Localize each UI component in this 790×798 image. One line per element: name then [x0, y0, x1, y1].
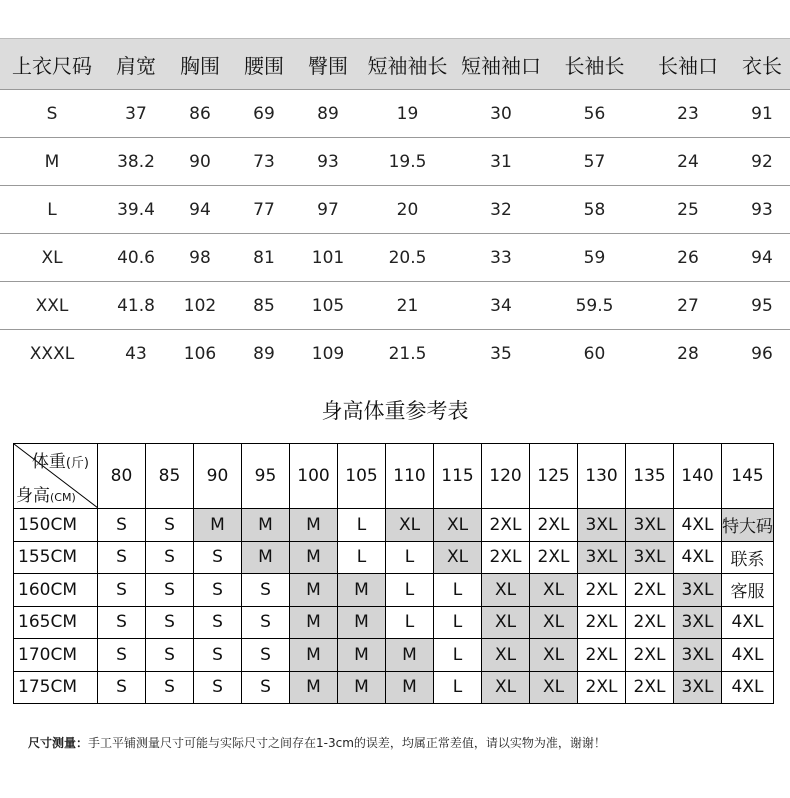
weight-column-header: 95: [242, 444, 290, 509]
measurement-cell: 32: [455, 186, 547, 234]
weight-column-header: 135: [626, 444, 674, 509]
measurement-cell: 35: [490, 343, 512, 364]
footnote-text: 手工平铺测量尺寸可能与实际尺寸之间存在1-3cm的误差，均属正常差值，请以实物为准，谢谢！: [88, 736, 606, 750]
recommended-size-cell: 2XL: [578, 606, 626, 639]
measurement-cell: 41.8: [104, 282, 168, 330]
recommended-size-cell: XL: [482, 606, 530, 639]
recommended-size-cell: M: [338, 574, 386, 607]
recommended-size-cell: 4XL: [722, 606, 774, 639]
recommended-size-cell: M: [386, 639, 434, 672]
recommended-size-cell: 4XL: [722, 639, 774, 672]
measurement-cell: 93: [296, 138, 360, 186]
recommended-size-cell: L: [434, 671, 482, 704]
recommended-size-cell: M: [290, 639, 338, 672]
height-row-header: 155CM: [14, 541, 98, 574]
recommended-size-cell: 2XL: [626, 574, 674, 607]
recommended-size-cell: 4XL: [722, 671, 774, 704]
recommended-size-cell: L: [434, 606, 482, 639]
measurement-cell: 101: [296, 234, 360, 282]
recommended-size-cell: 特大码: [722, 509, 774, 542]
recommended-size-cell: S: [242, 639, 290, 672]
recommended-size-cell: 2XL: [530, 541, 578, 574]
measurement-cell: 91: [734, 90, 790, 138]
recommended-size-cell: 联系: [722, 541, 774, 574]
weight-header: [32, 447, 89, 472]
recommended-size-cell: 客服: [722, 574, 774, 607]
measurement-cell: 90: [168, 138, 232, 186]
recommended-size-cell: XL: [482, 671, 530, 704]
measurement-cell: 21: [360, 282, 455, 330]
size-chart-column-header: 短袖袖长: [360, 39, 455, 90]
height-row: [14, 574, 774, 607]
recommended-size-cell: XL: [530, 639, 578, 672]
size-chart-column-header: 上衣尺码: [0, 39, 104, 90]
recommended-size-cell: M: [290, 574, 338, 607]
recommended-size-cell: XL: [530, 606, 578, 639]
size-chart-column-header: 长袖长: [547, 39, 642, 90]
measurement-cell: 106: [183, 343, 217, 364]
measurement-cell: 34: [455, 282, 547, 330]
recommended-size-cell: L: [338, 509, 386, 542]
measurement-cell: 28: [677, 343, 699, 364]
recommended-size-cell: M: [338, 639, 386, 672]
measurement-cell: 20: [360, 186, 455, 234]
measurement-cell: 96: [751, 343, 773, 364]
recommended-size-cell: 2XL: [482, 509, 530, 542]
weight-column-header: 100: [290, 444, 338, 509]
weight-column-header: 115: [434, 444, 482, 509]
recommended-size-cell: XL: [434, 541, 482, 574]
recommended-size-cell: S: [98, 639, 146, 672]
measurement-cell: 20.5: [360, 234, 455, 282]
measurement-cell: 59: [547, 234, 642, 282]
size-chart-column-header: 腰围: [232, 39, 296, 90]
size-label-cell: M: [0, 138, 104, 186]
corner-header-cell: [14, 444, 98, 509]
recommended-size-cell: S: [98, 541, 146, 574]
size-chart-row: [0, 186, 790, 234]
size-label-cell: XL: [0, 234, 104, 282]
height-weight-header-row: [14, 444, 774, 509]
weight-column-header: 85: [146, 444, 194, 509]
height-row-header: 150CM: [14, 509, 98, 542]
size-chart-column-header: 肩宽: [104, 39, 168, 90]
recommended-size-cell: S: [146, 574, 194, 607]
recommended-size-cell: L: [386, 606, 434, 639]
size-chart-body: [0, 90, 790, 378]
height-label: 身高: [16, 486, 50, 506]
measurement-cell: 19.5: [360, 138, 455, 186]
measurement-cell: 109: [311, 343, 345, 364]
measurement-cell: 69: [232, 90, 296, 138]
height-weight-table: [13, 443, 774, 704]
recommended-size-cell: L: [434, 574, 482, 607]
recommended-size-cell: 3XL: [626, 541, 674, 574]
weight-column-header: 80: [98, 444, 146, 509]
recommended-size-cell: 3XL: [578, 509, 626, 542]
measurement-cell: 93: [734, 186, 790, 234]
recommended-size-cell: S: [146, 671, 194, 704]
measurement-cell: 86: [168, 90, 232, 138]
size-chart-column-header: 长袖口: [642, 39, 734, 90]
size-chart-row: [0, 90, 790, 138]
weight-column-header: 140: [674, 444, 722, 509]
recommended-size-cell: S: [146, 606, 194, 639]
recommended-size-cell: M: [290, 606, 338, 639]
recommended-size-cell: 3XL: [626, 509, 674, 542]
measurement-cell: 105: [296, 282, 360, 330]
recommended-size-cell: S: [194, 574, 242, 607]
height-row-header: 160CM: [14, 574, 98, 607]
recommended-size-cell: 2XL: [626, 671, 674, 704]
recommended-size-cell: 3XL: [674, 671, 722, 704]
measurement-cell: 33: [455, 234, 547, 282]
recommended-size-cell: 3XL: [578, 541, 626, 574]
height-row-header: 165CM: [14, 606, 98, 639]
measurement-cell: 56: [547, 90, 642, 138]
height-row-header: 175CM: [14, 671, 98, 704]
size-chart-column-header: 短袖袖口: [455, 39, 547, 90]
size-chart-row: [0, 330, 790, 378]
size-chart-column-header: 衣长: [734, 39, 790, 90]
measurement-footnote: [28, 734, 606, 751]
measurement-cell: 73: [232, 138, 296, 186]
weight-column-header: 110: [386, 444, 434, 509]
size-chart-column-header: 臀围: [296, 39, 360, 90]
size-label-cell: XXXL: [29, 343, 75, 364]
recommended-size-cell: M: [290, 509, 338, 542]
recommended-size-cell: 3XL: [674, 606, 722, 639]
height-weight-title: 身高体重参考表: [321, 399, 469, 423]
size-chart-table: [0, 38, 790, 377]
recommended-size-cell: M: [290, 541, 338, 574]
size-chart-row: [0, 282, 790, 330]
size-chart-column-header: 胸围: [168, 39, 232, 90]
recommended-size-cell: M: [386, 671, 434, 704]
recommended-size-cell: 2XL: [530, 509, 578, 542]
height-header: [16, 481, 76, 506]
recommended-size-cell: L: [386, 574, 434, 607]
recommended-size-cell: S: [146, 639, 194, 672]
measurement-cell: 59.5: [547, 282, 642, 330]
measurement-cell: 23: [642, 90, 734, 138]
recommended-size-cell: XL: [386, 509, 434, 542]
measurement-cell: 38.2: [104, 138, 168, 186]
measurement-cell: 94: [734, 234, 790, 282]
recommended-size-cell: XL: [530, 671, 578, 704]
measurement-cell: 92: [734, 138, 790, 186]
weight-unit: (斤): [65, 456, 89, 471]
height-row: [14, 509, 774, 542]
size-label-cell: S: [0, 90, 104, 138]
height-row: [14, 606, 774, 639]
measurement-cell: 57: [547, 138, 642, 186]
recommended-size-cell: S: [194, 671, 242, 704]
measurement-cell: 25: [642, 186, 734, 234]
height-unit: (CM): [50, 491, 76, 504]
height-row-header: 170CM: [14, 639, 98, 672]
recommended-size-cell: 2XL: [626, 606, 674, 639]
recommended-size-cell: S: [242, 574, 290, 607]
measurement-cell: 97: [296, 186, 360, 234]
size-label-cell: XXL: [0, 282, 104, 330]
recommended-size-cell: M: [338, 606, 386, 639]
height-row: [14, 671, 774, 704]
measurement-cell: 31: [455, 138, 547, 186]
recommended-size-cell: 3XL: [674, 574, 722, 607]
size-chart-row: [0, 138, 790, 186]
recommended-size-cell: L: [434, 639, 482, 672]
recommended-size-cell: XL: [482, 574, 530, 607]
measurement-cell: 37: [104, 90, 168, 138]
recommended-size-cell: S: [146, 509, 194, 542]
recommended-size-cell: XL: [482, 639, 530, 672]
recommended-size-cell: S: [194, 541, 242, 574]
measurement-cell: 27: [642, 282, 734, 330]
weight-column-header: 125: [530, 444, 578, 509]
recommended-size-cell: S: [194, 639, 242, 672]
measurement-cell: 39.4: [104, 186, 168, 234]
recommended-size-cell: S: [146, 541, 194, 574]
weight-label: 体重: [31, 452, 66, 472]
recommended-size-cell: 2XL: [626, 639, 674, 672]
recommended-size-cell: S: [98, 606, 146, 639]
measurement-cell: 85: [232, 282, 296, 330]
height-weight-body: [14, 509, 774, 704]
measurement-cell: 89: [296, 90, 360, 138]
recommended-size-cell: 3XL: [674, 639, 722, 672]
recommended-size-cell: 2XL: [578, 671, 626, 704]
measurement-cell: 19: [360, 90, 455, 138]
measurement-cell: 58: [547, 186, 642, 234]
measurement-cell: 40.6: [104, 234, 168, 282]
measurement-cell: 81: [232, 234, 296, 282]
recommended-size-cell: M: [338, 671, 386, 704]
measurement-cell: 89: [253, 343, 275, 364]
measurement-cell: 43: [125, 343, 147, 364]
measurement-cell: 24: [642, 138, 734, 186]
recommended-size-cell: XL: [530, 574, 578, 607]
size-label-cell: L: [0, 186, 104, 234]
size-chart-header-row: [0, 39, 790, 90]
measurement-cell: 95: [734, 282, 790, 330]
recommended-size-cell: M: [242, 541, 290, 574]
recommended-size-cell: S: [98, 671, 146, 704]
recommended-size-cell: S: [194, 606, 242, 639]
recommended-size-cell: L: [338, 541, 386, 574]
measurement-cell: 30: [455, 90, 547, 138]
weight-column-header: 120: [482, 444, 530, 509]
recommended-size-cell: 4XL: [674, 541, 722, 574]
recommended-size-cell: 2XL: [578, 574, 626, 607]
recommended-size-cell: S: [98, 509, 146, 542]
measurement-cell: 94: [168, 186, 232, 234]
measurement-cell: 98: [168, 234, 232, 282]
recommended-size-cell: S: [98, 574, 146, 607]
weight-column-header: 90: [194, 444, 242, 509]
weight-column-header: 130: [578, 444, 626, 509]
measurement-cell: 102: [168, 282, 232, 330]
recommended-size-cell: S: [242, 671, 290, 704]
recommended-size-cell: M: [242, 509, 290, 542]
weight-column-header: 145: [722, 444, 774, 509]
recommended-size-cell: 2XL: [482, 541, 530, 574]
measurement-cell: 21.5: [388, 343, 427, 364]
height-row: [14, 639, 774, 672]
measurement-cell: 60: [583, 343, 606, 364]
recommended-size-cell: M: [194, 509, 242, 542]
height-row: [14, 541, 774, 574]
recommended-size-cell: 4XL: [674, 509, 722, 542]
recommended-size-cell: S: [242, 606, 290, 639]
footnote-label: 尺寸测量：: [28, 736, 89, 750]
recommended-size-cell: XL: [434, 509, 482, 542]
recommended-size-cell: L: [386, 541, 434, 574]
size-chart-row: [0, 234, 790, 282]
measurement-cell: 77: [232, 186, 296, 234]
measurement-cell: 26: [642, 234, 734, 282]
recommended-size-cell: M: [290, 671, 338, 704]
recommended-size-cell: 2XL: [578, 639, 626, 672]
weight-column-header: 105: [338, 444, 386, 509]
